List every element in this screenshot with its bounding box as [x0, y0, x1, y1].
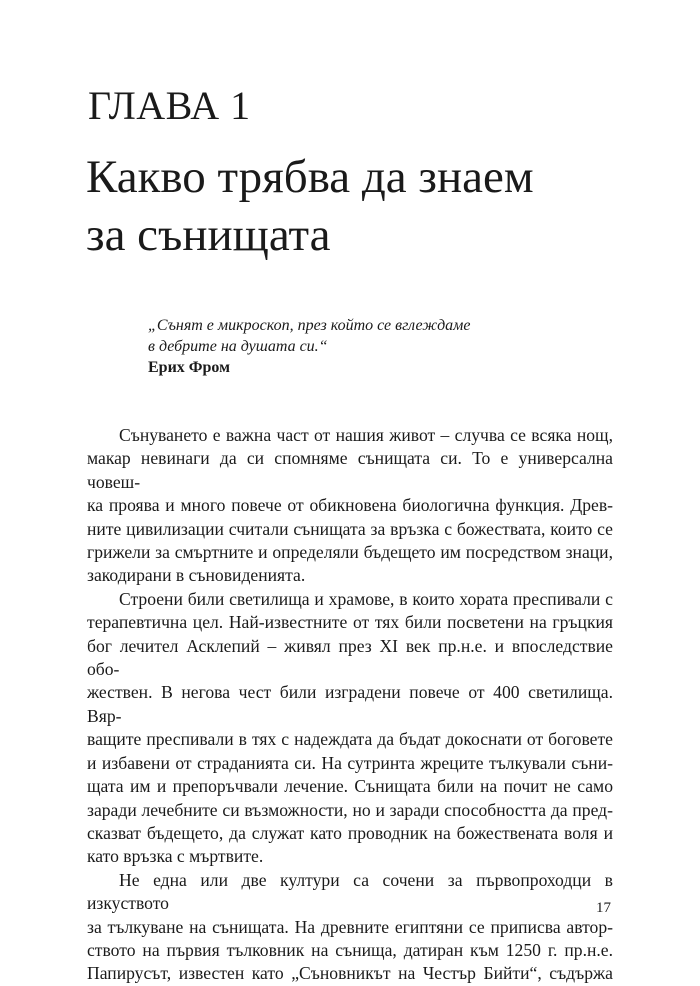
epigraph-author: Ерих Фром — [148, 359, 231, 376]
body-line: за тълкуване на сънищата. На древните египтяни се приписва автор- — [87, 916, 613, 937]
body-line: сказват бъдещето, да служат като проводник на божествената воля и — [87, 822, 613, 843]
page-number: 17 — [596, 900, 611, 916]
body-line: и избавени от страданията си. На сутринта жреците тълкували съни- — [87, 752, 613, 773]
epigraph — [148, 315, 628, 378]
chapter-label: ГЛАВА 1 — [88, 83, 251, 128]
body-line: заради лечебните си възможности, но и заради способността да пред- — [87, 799, 613, 820]
body-line: като връзка с мъртвите. — [87, 846, 264, 867]
body-line: ството на първия тълковник на сънища, датиран към 1250 г. пр.н.е. — [87, 939, 613, 960]
body-line: ка проява и много повече от обикновена биологична функция. Древ- — [87, 495, 613, 516]
body-line: терапевтична цел. Най-известните от тях били посветени на гръцкия — [87, 612, 613, 633]
body-line: Строени били светилища и храмове, в които хората преспивали с — [119, 588, 613, 609]
body-line: жествен. В негова чест били изградени повече от 400 светилища. Вяр- — [87, 682, 613, 726]
body-line: Папирусът, известен като „Съновникът на Честър Бийти“, съдържа — [87, 963, 613, 984]
body-line: Сънуването е важна част от нашия живот – случва се всяка нощ, — [119, 425, 613, 445]
body-text — [87, 424, 613, 986]
body-line: грижели за смъртните и определяли бъдещето им посредством знаци, — [87, 542, 613, 563]
body-line: щата им и препоръчвали лечение. Сънищата били на почит не само — [87, 776, 613, 797]
epigraph-quote-line: в дебрите на душата си.“ — [148, 338, 328, 355]
body-line: бог лечител Асклепий – живял през XI век пр.н.е. и впоследствие обо- — [87, 635, 613, 680]
body-line: Не една или две култури са сочени за първопроходци в изкуството — [87, 869, 613, 914]
chapter-title-line: Какво трябва да знаем — [86, 151, 534, 203]
body-line: закодирани в съновиденията. — [87, 565, 306, 586]
epigraph-quote-line: „Сънят е микроскоп, през който се вглеждаме — [148, 317, 471, 334]
body-line: макар невинаги да си спомняме сънищата си. То е универсална човеш- — [87, 448, 613, 492]
chapter-title-line: за сънищата — [86, 209, 331, 261]
chapter-title — [86, 148, 646, 264]
body-line: ните цивилизации считали сънищата за връзка с божествата, които се — [87, 518, 613, 539]
body-line: ващите преспивали в тях с надеждата да бъдат докоснати от боговете — [87, 729, 613, 750]
